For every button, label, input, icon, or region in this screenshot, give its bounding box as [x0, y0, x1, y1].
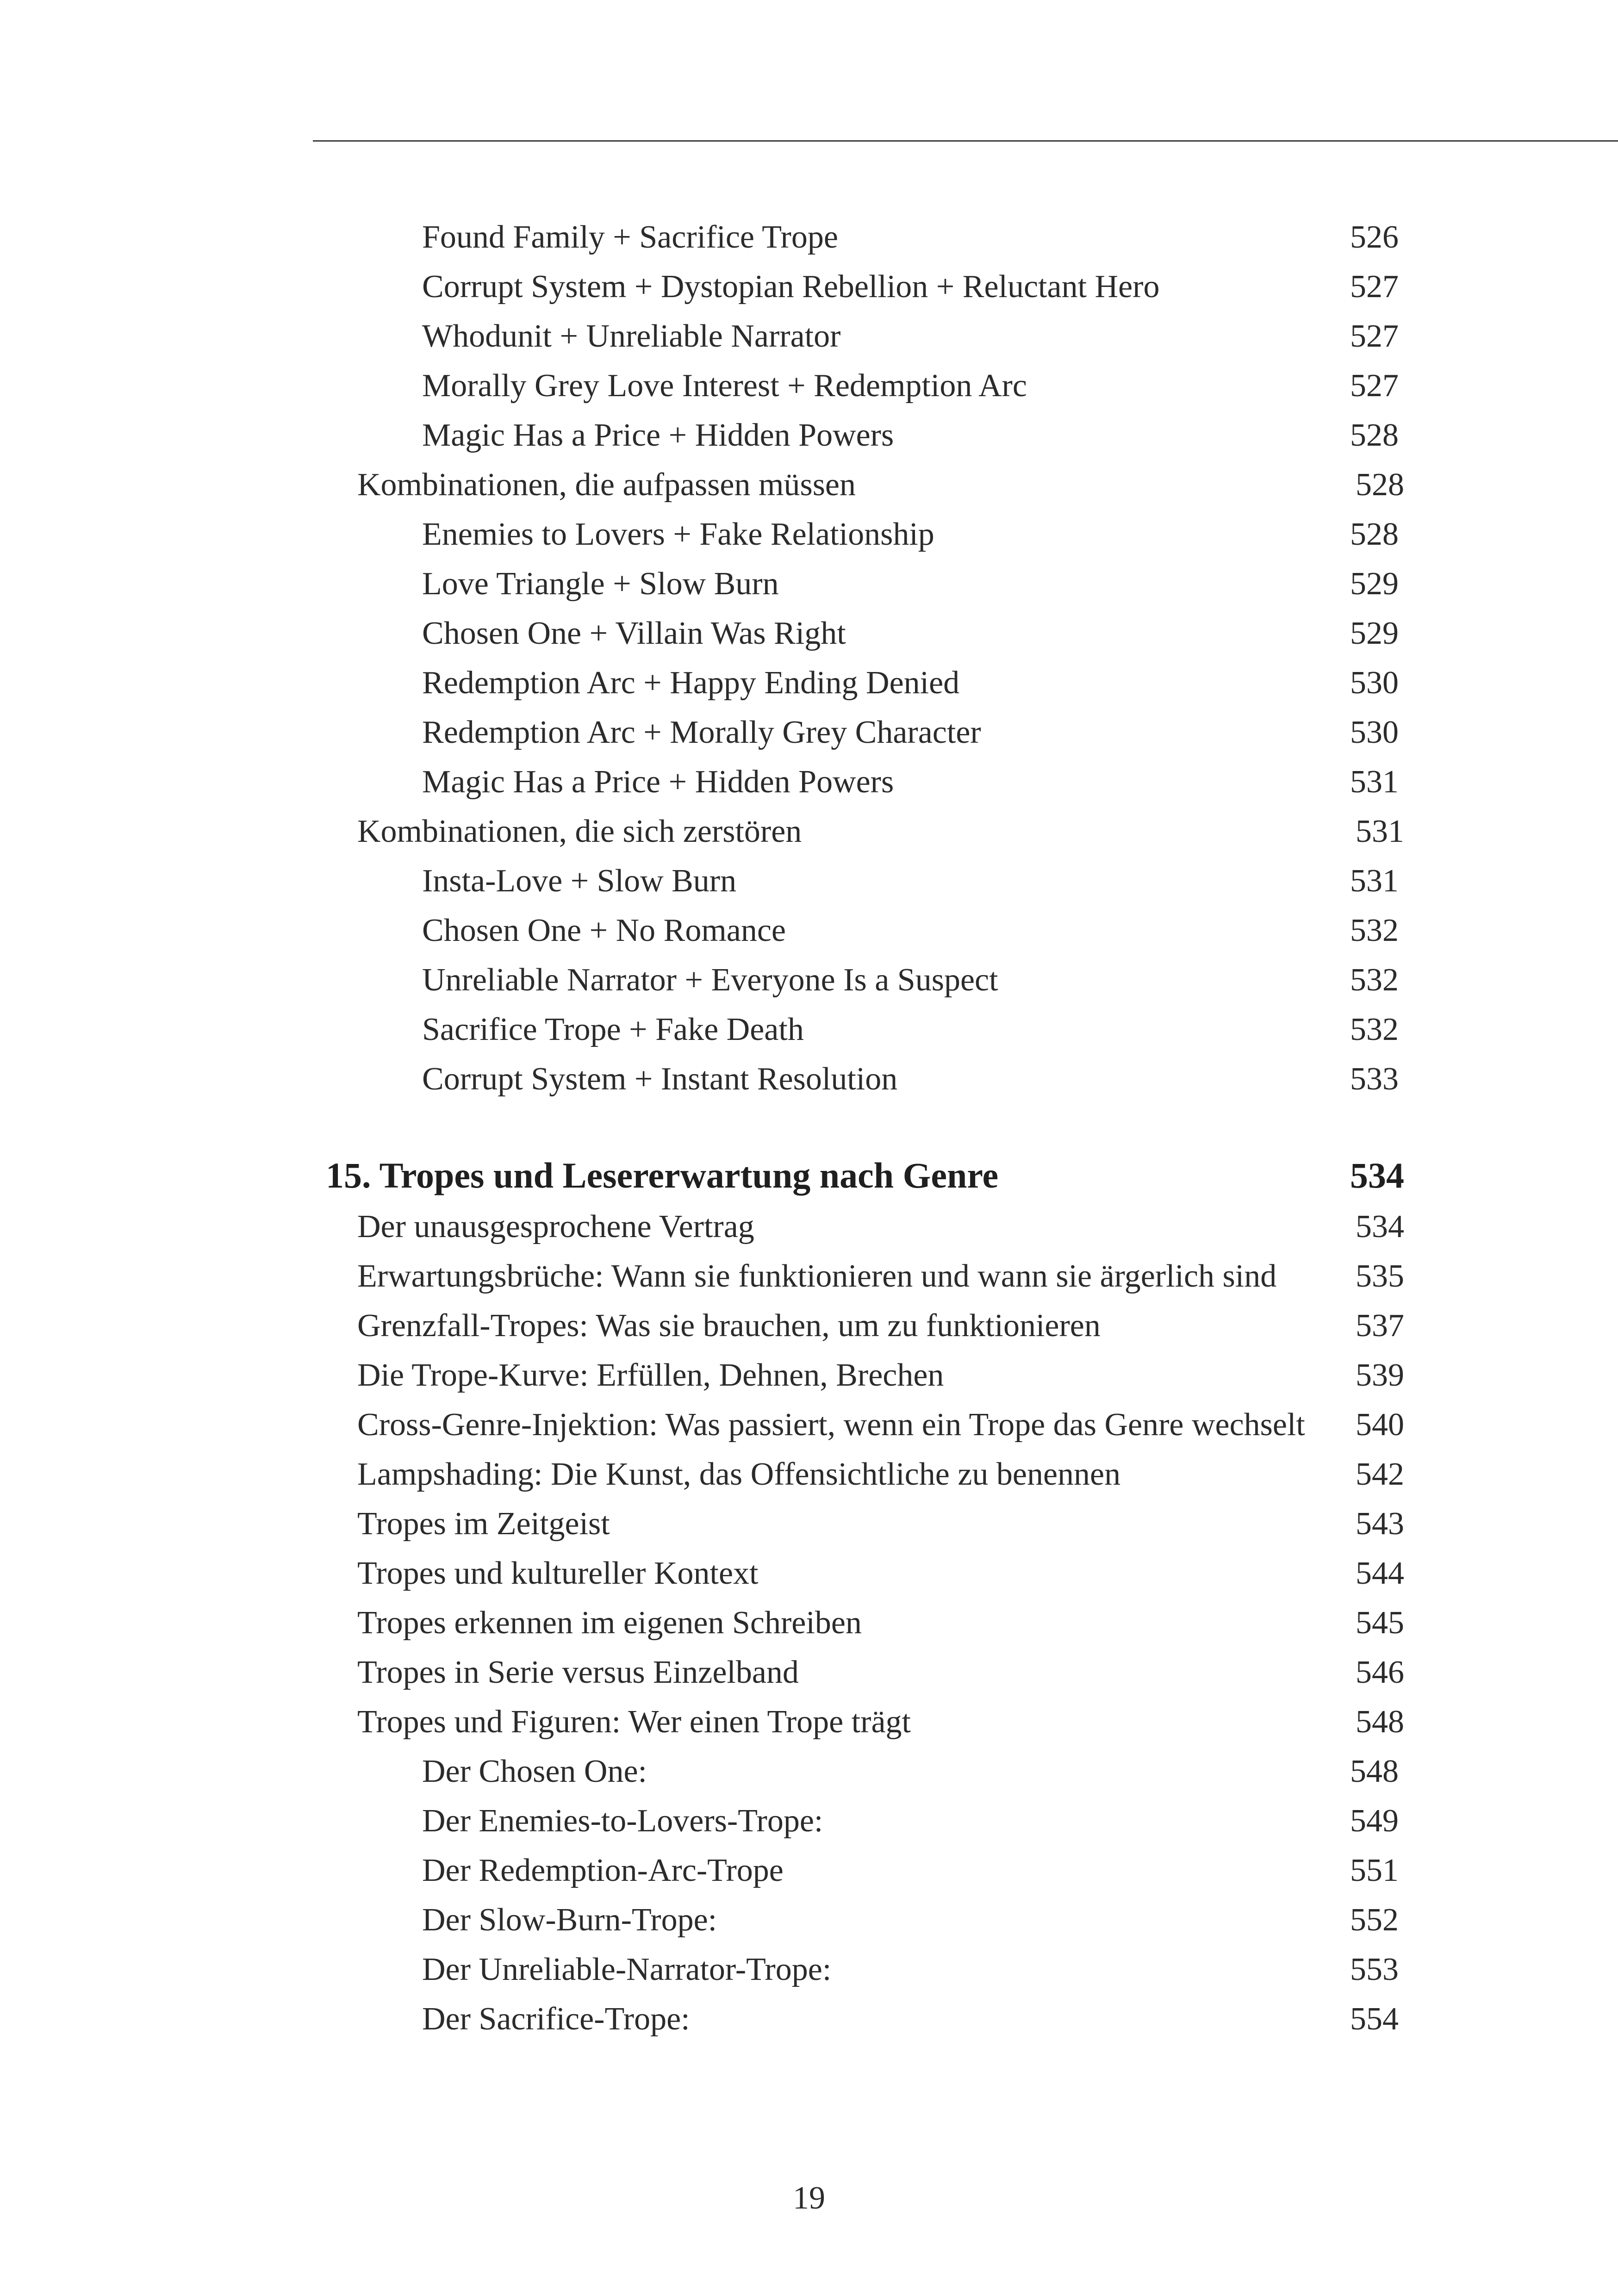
toc-entry-page: 527 [1350, 318, 1399, 354]
toc-section[interactable] [357, 1355, 1404, 1396]
toc-entry-title: Found Family + Sacrifice Trope [422, 219, 838, 255]
dot-leader [1103, 1327, 1353, 1336]
toc-entry-title: Corrupt System + Instant Resolution [422, 1061, 898, 1097]
toc-section-title: Tropes und Figuren: Wer einen Trope trägt [357, 1704, 911, 1740]
toc-section-page: 548 [1356, 1704, 1404, 1740]
toc-entry-title: Der Chosen One: [422, 1754, 647, 1789]
toc-section-page: 546 [1356, 1655, 1404, 1690]
toc-entry[interactable] [422, 761, 1399, 803]
toc-entry-title: Der Sacrifice-Trope: [422, 2001, 690, 2037]
toc-entry[interactable] [422, 1998, 1399, 2040]
toc-entry[interactable] [422, 563, 1399, 605]
toc-section[interactable] [357, 1256, 1404, 1297]
dot-leader [693, 2020, 1347, 2029]
toc-entry-page: 527 [1350, 269, 1399, 305]
toc-entry[interactable] [422, 1009, 1399, 1051]
toc-chapter[interactable] [326, 1152, 1404, 1199]
toc-section[interactable] [357, 1305, 1404, 1347]
toc-section-title: Der unausgesprochene Vertrag [357, 1209, 754, 1244]
toc-section-title: Kombinationen, die sich zerstören [357, 814, 802, 849]
toc-entry[interactable] [422, 316, 1399, 357]
toc-section-page: 540 [1356, 1407, 1404, 1443]
toc-chapter-title: 15. Tropes und Lesererwartung nach Genre [326, 1155, 999, 1195]
toc-section-page: 531 [1356, 814, 1404, 849]
dot-leader [849, 635, 1347, 644]
toc-section[interactable] [357, 1206, 1404, 1248]
toc-section[interactable] [357, 1602, 1404, 1644]
dot-leader [841, 238, 1347, 248]
dot-leader [1123, 1475, 1353, 1485]
page-number: 19 [793, 2180, 825, 2216]
toc-entry-title: Whodunit + Unreliable Narrator [422, 318, 841, 354]
dot-leader [1162, 288, 1347, 297]
toc-section-title: Cross-Genre-Injektion: Was passiert, wenn ein Trope das Genre wechselt [357, 1407, 1305, 1443]
toc-entry[interactable] [422, 1949, 1399, 1991]
dot-leader [802, 1674, 1353, 1683]
toc-entry-title: Insta-Love + Slow Burn [422, 863, 737, 899]
toc-entry-title: Der Slow-Burn-Trope: [422, 1902, 717, 1938]
dot-leader [834, 1971, 1347, 1980]
toc-section-title: Erwartungsbrüche: Wann sie funktionieren und wann sie ärgerlich sind [357, 1258, 1277, 1294]
toc-entry[interactable] [422, 514, 1399, 555]
toc-entry-title: Enemies to Lovers + Fake Relationship [422, 516, 934, 552]
toc-section-page: 535 [1356, 1258, 1404, 1294]
toc-entry-page: 528 [1350, 417, 1399, 453]
toc-section[interactable] [357, 1503, 1404, 1545]
toc-section-title: Grenzfall-Tropes: Was sie brauchen, um zu funktionieren [357, 1308, 1101, 1344]
dot-leader [786, 1872, 1347, 1881]
toc-section[interactable] [357, 1553, 1404, 1594]
dot-leader [720, 1921, 1347, 1930]
toc-entry-title: Der Redemption-Arc-Trope [422, 1853, 784, 1888]
toc-entry-page: 532 [1350, 1012, 1399, 1047]
toc-entry-page: 554 [1350, 2001, 1399, 2037]
toc-entry[interactable] [422, 910, 1399, 952]
toc-entry-page: 529 [1350, 566, 1399, 602]
toc-entry[interactable] [422, 959, 1399, 1001]
toc-entry[interactable] [422, 1058, 1399, 1100]
toc-entry-title: Sacrifice Trope + Fake Death [422, 1012, 804, 1047]
dot-leader [1279, 1277, 1353, 1287]
toc-section-title: Tropes erkennen im eigenen Schreiben [357, 1605, 862, 1641]
dot-leader [757, 1228, 1353, 1237]
dot-leader [650, 1773, 1347, 1782]
dot-leader [962, 684, 1347, 693]
toc-entry-page: 530 [1350, 715, 1399, 750]
toc-entry-page: 531 [1350, 863, 1399, 899]
dot-leader [984, 734, 1347, 743]
toc-section-page: 543 [1356, 1506, 1404, 1542]
toc-section-title: Tropes in Serie versus Einzelband [357, 1655, 799, 1690]
toc-entry[interactable] [422, 613, 1399, 654]
toc-entry-page: 530 [1350, 665, 1399, 701]
dot-leader [914, 1723, 1353, 1732]
toc-section-title: Tropes und kultureller Kontext [357, 1556, 759, 1591]
toc-section[interactable] [357, 1454, 1404, 1495]
toc-entry[interactable] [422, 365, 1399, 407]
dot-leader [739, 882, 1347, 891]
toc-section-page: 539 [1356, 1357, 1404, 1393]
toc-entry[interactable] [422, 1850, 1399, 1892]
toc-entry-page: 528 [1350, 516, 1399, 552]
toc-entry-page: 532 [1350, 913, 1399, 948]
toc-entry[interactable] [422, 1751, 1399, 1792]
toc-section-page: 542 [1356, 1456, 1404, 1492]
toc-entry-page: 532 [1350, 962, 1399, 998]
toc-entry-page: 533 [1350, 1061, 1399, 1097]
dot-leader [843, 337, 1347, 347]
header-rule [313, 140, 1618, 142]
toc-section-page: 545 [1356, 1605, 1404, 1641]
toc-entry[interactable] [422, 217, 1399, 258]
toc-entry-page: 531 [1350, 764, 1399, 800]
toc-entry-title: Corrupt System + Dystopian Rebellion + Reluctant Hero [422, 269, 1160, 305]
toc-entry-title: Magic Has a Price + Hidden Powers [422, 764, 894, 800]
toc-section-page: 537 [1356, 1308, 1404, 1344]
dot-leader [1308, 1426, 1353, 1435]
dot-leader [782, 585, 1347, 594]
toc-entry[interactable] [422, 860, 1399, 902]
toc-section-page: 534 [1356, 1209, 1404, 1244]
toc-section[interactable] [357, 464, 1404, 506]
dot-leader [613, 1525, 1353, 1534]
toc-entry-page: 548 [1350, 1754, 1399, 1789]
toc-entry-title: Der Enemies-to-Lovers-Trope: [422, 1803, 823, 1839]
dot-leader [804, 833, 1353, 842]
toc-entry[interactable] [422, 662, 1399, 704]
toc-entry[interactable] [422, 266, 1399, 308]
dot-leader [1030, 387, 1347, 396]
toc-entry[interactable] [422, 415, 1399, 456]
toc-entry-page: 552 [1350, 1902, 1399, 1938]
toc-section[interactable] [357, 1404, 1404, 1446]
dot-leader [826, 1822, 1347, 1831]
toc-entry-page: 526 [1350, 219, 1399, 255]
dot-leader [937, 535, 1347, 545]
toc-section-title: Lampshading: Die Kunst, das Offensichtliche zu benennen [357, 1456, 1121, 1492]
toc-entry-page: 527 [1350, 368, 1399, 404]
toc-section[interactable] [357, 1701, 1404, 1743]
toc-entry-title: Unreliable Narrator + Everyone Is a Suspect [422, 962, 998, 998]
dot-leader [896, 783, 1347, 792]
dot-leader [807, 1031, 1347, 1040]
toc-entry-title: Redemption Arc + Happy Ending Denied [422, 665, 960, 701]
toc-entry[interactable] [422, 712, 1399, 753]
toc-section-title: Die Trope-Kurve: Erfüllen, Dehnen, Brechen [357, 1357, 944, 1393]
toc-entry-page: 529 [1350, 616, 1399, 651]
toc-section-page: 528 [1356, 467, 1404, 503]
dot-leader [859, 486, 1353, 495]
dot-leader [900, 1080, 1347, 1089]
toc-entry-title: Love Triangle + Slow Burn [422, 566, 779, 602]
dot-leader [1001, 981, 1347, 990]
toc-section-title: Tropes im Zeitgeist [357, 1506, 610, 1542]
toc-entry-title: Morally Grey Love Interest + Redemption Arc [422, 368, 1027, 404]
toc-entry-page: 551 [1350, 1853, 1399, 1888]
dot-leader [865, 1624, 1353, 1633]
toc-section-page: 544 [1356, 1556, 1404, 1591]
toc-entry-title: Der Unreliable-Narrator-Trope: [422, 1952, 832, 1987]
toc-section-title: Kombinationen, die aufpassen müssen [357, 467, 856, 503]
toc-entry-title: Chosen One + No Romance [422, 913, 786, 948]
toc-entry-title: Chosen One + Villain Was Right [422, 616, 846, 651]
toc-section[interactable] [357, 811, 1404, 852]
toc-entry[interactable] [422, 1899, 1399, 1941]
dot-leader [1001, 1178, 1347, 1188]
toc-entry-title: Redemption Arc + Morally Grey Character [422, 715, 981, 750]
dot-leader [896, 436, 1347, 446]
toc-entry-page: 553 [1350, 1952, 1399, 1987]
toc-entry-title: Magic Has a Price + Hidden Powers [422, 417, 894, 453]
toc-entry[interactable] [422, 1800, 1399, 1842]
dot-leader [761, 1574, 1353, 1584]
dot-leader [946, 1376, 1353, 1386]
toc-entry-page: 549 [1350, 1803, 1399, 1839]
toc-section[interactable] [357, 1652, 1404, 1693]
dot-leader [789, 932, 1347, 941]
toc-chapter-page: 534 [1350, 1155, 1404, 1195]
